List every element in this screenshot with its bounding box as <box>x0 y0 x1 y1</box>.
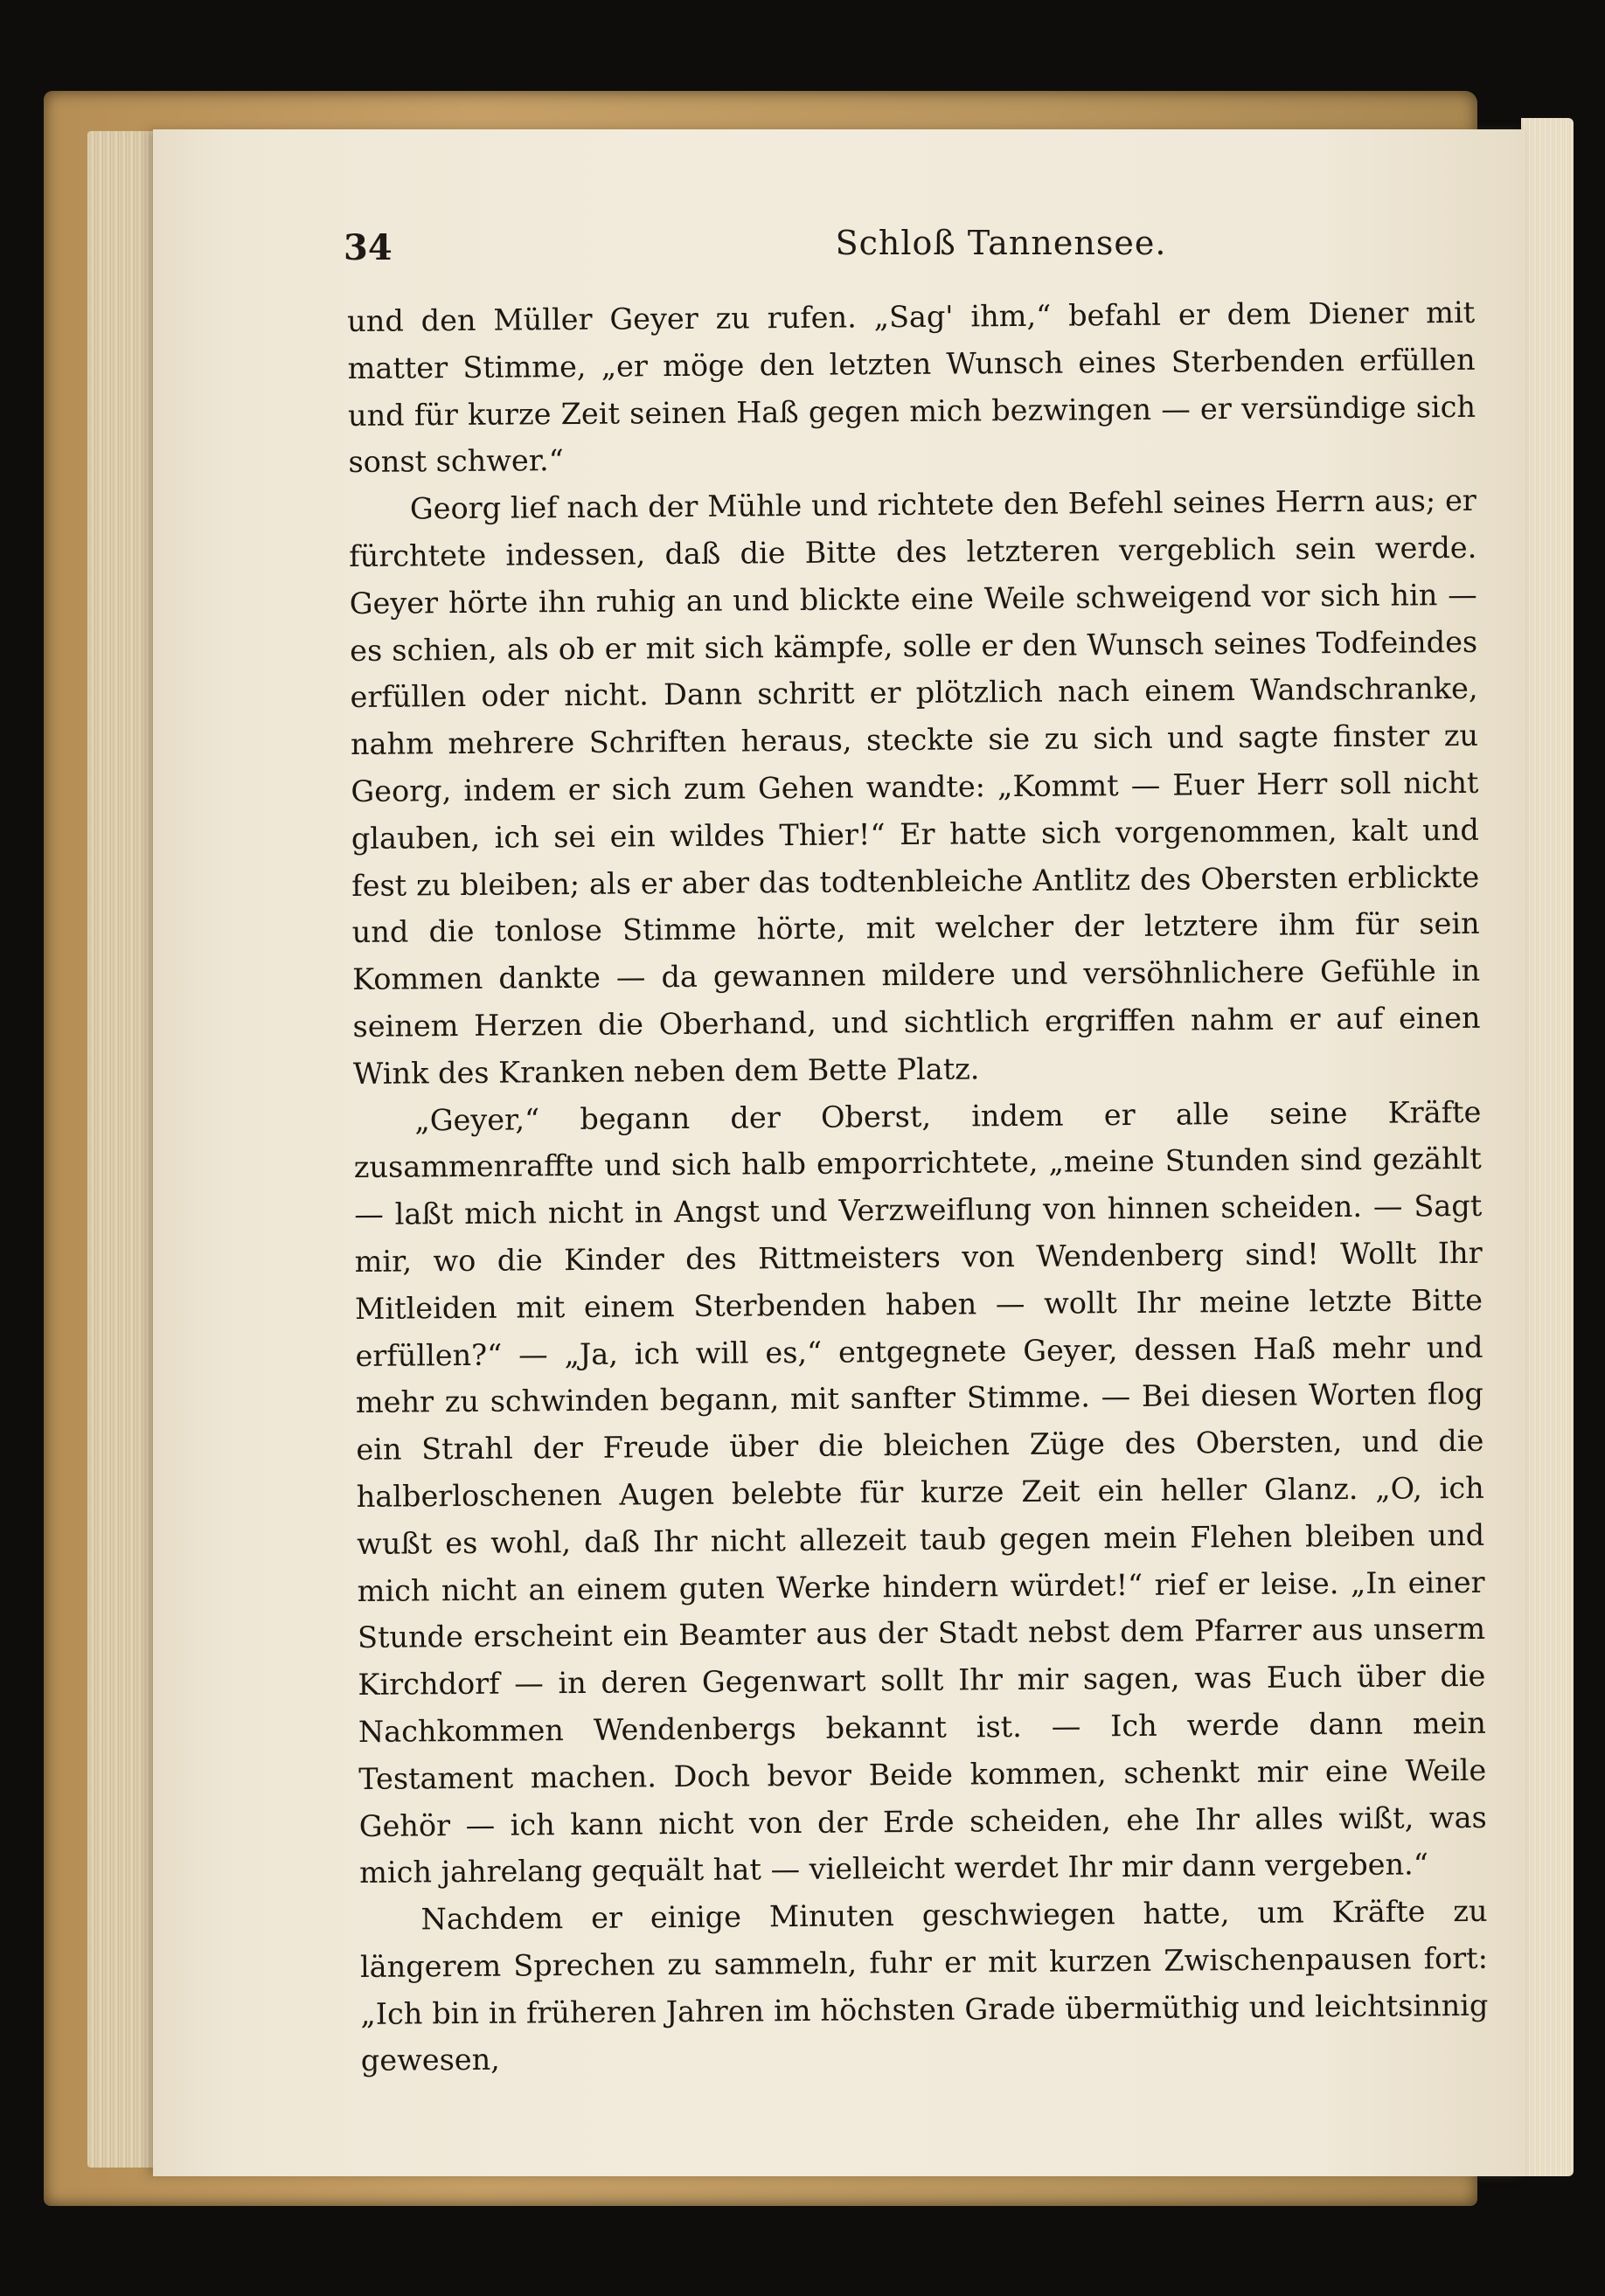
paragraph: Georg lief nach der Mühle und richtete den Befehl seines Herrn aus; er fürchtete indessen, daß die Bitte des letzteren vergeblich sein werde. Geyer hörte ihn ruhig an und blickte eine Weile schweigend vor sich hin — es schien, als ob er mit sich kämpfe, solle er den Wunsch seines Todfeindes erfüllen oder nicht. Dann schritt er plötzlich nach einem Wandschranke, nahm mehrere Schriften heraus, steckte sie zu sich und sagte finster zu Georg, indem er sich zum Gehen wandte: „Kommt — Euer Herr soll nicht glauben, ich sei ein wildes Thier!“ Er hatte sich vorgenommen, kalt und fest zu bleiben; als er aber das todtenbleiche Antlitz des Obersten erblickte und die tonlose Stimme hörte, mit welcher der letztere ihm für sein Kommen dankte — da gewannen mildere und versöhnlichere Gefühle in seinem Herzen die Oberhand, und sichtlich ergriffen nahm er auf einen Wink des Kranken neben dem Bette Platz. <box>349 483 1481 1091</box>
paragraph: „Geyer,“ begann der Oberst, indem er alle seine Kräfte zusammenraffte und sich halb emporrichtete, „meine Stunden sind gezählt — laßt mich nicht in Angst und Verzweiflung von hinnen scheiden. — Sagt mir, wo die Kinder des Rittmeisters von Wendenberg sind! Wollt Ihr Mitleiden mit einem Sterbenden haben — wollt Ihr meine letzte Bitte erfüllen?“ — „Ja, ich will es,“ entgegnete Geyer, dessen Haß mehr und mehr zu schwinden begann, mit sanfter Stimme. — Bei diesen Worten flog ein Strahl der Freude über die bleichen Züge des Obersten, und die halberloschenen Augen belebte für kurze Zeit ein heller Glanz. „O, ich wußt es wohl, daß Ihr nicht allezeit taub gegen mein Flehen bleiben und mich nicht an einem guten Werke hindern würdet!“ rief er leise. „In einer Stunde erscheint ein Beamter aus der Stadt nebst dem Pfarrer aus unserm Kirchdorf — in deren Gegenwart sollt Ihr mir sagen, was Euch über die Nachkommen Wendenbergs bekannt ist. — Ich werde dann mein Testament machen. Doch bevor Beide kommen, schenkt mir eine Weile Gehör — ich kann nicht von der Erde scheiden, ehe Ihr alles wißt, was mich jahrelang gequält hat — vielleicht werdet Ihr mir dann vergeben.“ <box>353 1094 1487 1890</box>
paragraph: Nachdem er einige Minuten geschwiegen hatte, um Kräfte zu längerem Sprechen zu sammeln, fuhr er mit kurzen Zwischenpausen fort: „Ich bin in früheren Jahren im höchsten Grade übermüthig und leichtsinnig gewesen, <box>359 1893 1489 2078</box>
page-number: 34 <box>344 227 393 268</box>
page-stack-right <box>1521 118 1574 2176</box>
page-header <box>153 129 1525 269</box>
running-title: Schloß Tannensee. <box>835 224 1167 262</box>
paragraph: und den Müller Geyer zu rufen. „Sag' ihm,“ befahl er dem Diener mit matter Stimme, „er möge den letzten Wunsch eines Sterbenden erfüllen und für kurze Zeit seinen Haß gegen mich bezwingen — er versündige sich sonst schwer.“ <box>347 295 1476 480</box>
body-text <box>347 289 1489 2084</box>
